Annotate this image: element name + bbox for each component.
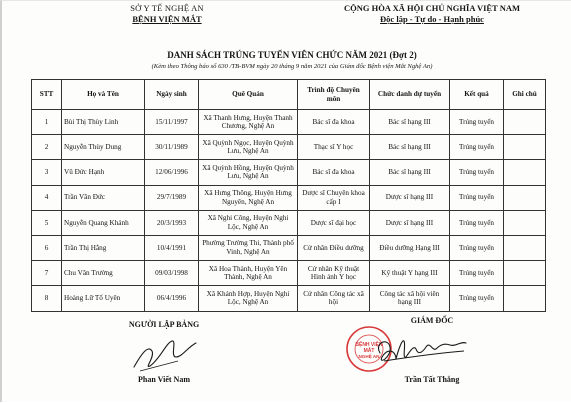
cell-degree: Bác sĩ đa khoa <box>298 160 370 185</box>
svg-text:BỆNH VIỆN: BỆNH VIỆN <box>355 342 383 348</box>
cell-result: Trúng tuyển <box>450 185 504 210</box>
cell-degree: Dược sĩ Chuyên khoa cấp I <box>298 185 370 210</box>
table-row <box>32 135 546 160</box>
cell-hometown: Xã Quỳnh Ngọc, Huyện Quỳnh Lưu, Nghệ An <box>199 135 298 160</box>
cell-dob: 12/06/1996 <box>145 160 199 185</box>
preparer-signature <box>130 333 200 375</box>
table-header-row <box>32 80 546 110</box>
cell-stt: 6 <box>32 235 62 260</box>
org-line-1: SỞ Y TẾ NGHỆ AN <box>130 3 204 13</box>
cell-stt: 2 <box>32 135 62 160</box>
cell-name: Trần Thị Hằng <box>62 235 145 260</box>
cell-hometown: Phường Trường Thi, Thành phố Vinh, Nghệ An <box>199 235 298 260</box>
cell-stt: 7 <box>32 261 62 286</box>
cell-position: Dược sĩ hạng III <box>370 185 450 210</box>
candidate-table <box>31 79 546 312</box>
cell-stt: 8 <box>32 286 62 311</box>
country-name: CỘNG HÒA XÃ HỘI CHỦ NGHĨA VIỆT NAM <box>343 3 521 13</box>
cell-name: Chu Văn Trường <box>62 261 145 286</box>
column-header: Ghi chú <box>504 80 546 110</box>
table-row <box>32 261 546 286</box>
column-header: Quê Quán <box>199 80 298 110</box>
cell-name: Trần Văn Đức <box>62 185 145 210</box>
cell-position: Kỹ thuật Y hạng III <box>370 261 450 286</box>
table-row <box>32 286 546 311</box>
cell-degree: Cử nhân Công tác xã hội <box>298 286 370 311</box>
column-header: Trình độ Chuyên môn <box>298 80 370 110</box>
table-row <box>32 210 546 235</box>
preparer-name: Phan Viết Nam <box>138 375 190 384</box>
table-row <box>32 160 546 185</box>
cell-position: Bác sĩ hạng III <box>370 160 450 185</box>
director-name: Trần Tất Thắng <box>404 375 460 384</box>
cell-note <box>504 235 546 260</box>
column-header: Kết quả <box>450 80 504 110</box>
cell-stt: 3 <box>32 160 62 185</box>
column-header: Ngày sinh <box>145 80 199 110</box>
cell-dob: 06/4/1996 <box>145 286 199 311</box>
cell-hometown: Xã Hoa Thành, Huyện Yên Thành, Nghệ An <box>199 261 298 286</box>
cell-degree: Bác sĩ đa khoa <box>298 110 370 135</box>
table-row <box>32 235 546 260</box>
cell-position: Dược sĩ hạng III <box>370 210 450 235</box>
column-header: Họ và Tên <box>62 80 145 110</box>
cell-position: Bác sĩ hạng III <box>370 135 450 160</box>
cell-result: Trúng tuyển <box>450 235 504 260</box>
cell-dob: 29/7/1989 <box>145 185 199 210</box>
cell-name: Bùi Thị Thùy Linh <box>62 110 145 135</box>
cell-name: Nguyễn Thùy Dung <box>62 135 145 160</box>
document-subtitle: (Kèm theo Thông báo số 630 /TB-BVM ngày 20 tháng 9 năm 2021 của Giám đốc Bệnh viện Mắt Nghệ An) <box>151 63 433 70</box>
cell-stt: 4 <box>32 185 62 210</box>
cell-dob: 20/3/1993 <box>145 210 199 235</box>
cell-position: Bác sĩ hạng III <box>370 110 450 135</box>
cell-dob: 10/4/1991 <box>145 235 199 260</box>
cell-result: Trúng tuyển <box>450 110 504 135</box>
cell-note <box>504 185 546 210</box>
cell-degree: Cử nhân Kỹ thuật Hình ảnh Y học <box>298 261 370 286</box>
cell-dob: 09/03/1998 <box>145 261 199 286</box>
table-row <box>32 185 546 210</box>
cell-hometown: Xã Thanh Hưng, Huyện Thanh Chương, Nghệ An <box>199 110 298 135</box>
cell-note <box>504 110 546 135</box>
column-header: STT <box>32 80 62 110</box>
cell-note <box>504 135 546 160</box>
cell-note <box>504 261 546 286</box>
cell-hometown: Xã Quỳnh Hồng, Huyện Quỳnh Lưu, Nghệ An <box>199 160 298 185</box>
cell-degree: Cử nhân Điều dưỡng <box>298 235 370 260</box>
cell-result: Trúng tuyển <box>450 160 504 185</box>
cell-degree: Thạc sĩ Y học <box>298 135 370 160</box>
cell-hometown: Xã Khánh Hợp, Huyện Nghi Lộc, Nghệ An <box>199 286 298 311</box>
cell-result: Trúng tuyển <box>450 210 504 235</box>
cell-dob: 30/11/1989 <box>145 135 199 160</box>
cell-result: Trúng tuyển <box>450 135 504 160</box>
cell-note <box>504 160 546 185</box>
column-header: Chức danh dự tuyển <box>370 80 450 110</box>
issuing-organization <box>102 3 232 24</box>
cell-name: Nguyễn Quang Khánh <box>62 210 145 235</box>
cell-dob: 15/11/1997 <box>145 110 199 135</box>
cell-degree: Dược sĩ đại học <box>298 210 370 235</box>
cell-result: Trúng tuyển <box>450 261 504 286</box>
table-row <box>32 110 546 135</box>
cell-result: Trúng tuyển <box>450 286 504 311</box>
cell-hometown: Xã Nghi Công, Huyện Nghi Lộc, Nghệ An <box>199 210 298 235</box>
national-motto <box>317 3 547 24</box>
preparer-title: NGƯỜI LẬP BẢNG <box>128 320 200 329</box>
document-title: DANH SÁCH TRÚNG TUYỂN VIÊN CHỨC NĂM 2021 (Đợt 2) <box>167 50 417 60</box>
motto: Độc lập - Tự do - Hạnh phúc <box>380 14 484 24</box>
director-signature <box>370 331 470 373</box>
cell-position: Công tác xã hội viên hạng III <box>370 286 450 311</box>
svg-text:NGHỆ AN: NGHỆ AN <box>358 354 380 359</box>
cell-hometown: Xã Hưng Thông, Huyện Hưng Nguyên, Nghệ An <box>199 185 298 210</box>
cell-name: Hoàng Lữ Tố Uyên <box>62 286 145 311</box>
org-line-2: BỆNH VIỆN MẮT <box>132 14 202 24</box>
cell-stt: 5 <box>32 210 62 235</box>
cell-name: Vũ Đức Hạnh <box>62 160 145 185</box>
svg-text:MẮT: MẮT <box>363 348 375 354</box>
cell-note <box>504 210 546 235</box>
cell-position: Điều dưỡng Hạng III <box>370 235 450 260</box>
director-title: GIÁM ĐỐC <box>410 316 454 325</box>
cell-stt: 1 <box>32 110 62 135</box>
cell-note <box>504 286 546 311</box>
